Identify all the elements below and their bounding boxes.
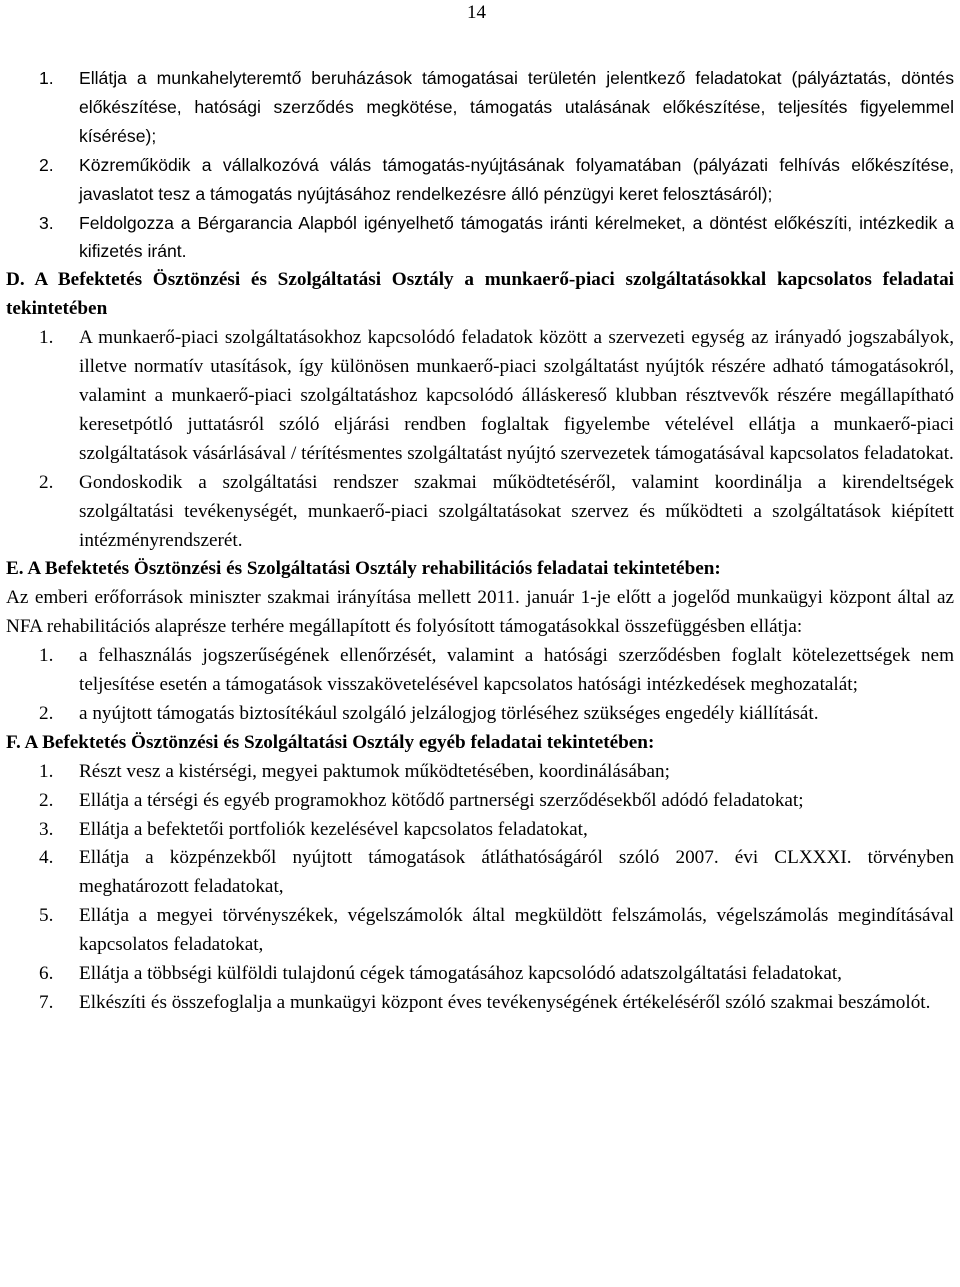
item-text: Gondoskodik a szolgáltatási rendszer szakmai működtetéséről, valamint koordinálja a kirendeltségek szolgáltatási tevékenységét, munkaerő-piaci szolgáltatásokat szervez és működteti a szolgáltatások kiépített intézményrendszerét.: [79, 471, 954, 551]
list-item: [6, 787, 954, 816]
item-number: 2.: [39, 789, 54, 811]
item-text: Ellátja a megyei törvényszékek, végelszámolók által megküldött felszámolás, végelszámolás megindításával kapcsolatos feladatokat,: [79, 905, 954, 956]
item-text: a nyújtott támogatás biztosítékául szolgáló jelzálogjog törléséhez szükséges engedély kiállítását.: [79, 702, 819, 724]
item-number: 6.: [39, 963, 54, 985]
list-item: [6, 960, 954, 989]
item-text: a felhasználás jogszerűségének ellenőrzését, valamint a hatósági szerződésben foglalt kötelezettségek nem teljesítése esetén a támogatások visszakövetelésével kapcsolatos hatósági intézkedések meghozatalát;: [79, 645, 954, 696]
document-body: [6, 64, 954, 1018]
item-text: Közreműködik a vállalkozóvá válás támogatás-nyújtásának folyamatában (pályázati felhívás előkészítése, javaslatot tesz a támogatás nyújtásához rendelkezésre álló pénzügyi keret felosztásáról);: [79, 154, 954, 204]
list-item: [6, 989, 954, 1018]
list-item: [6, 844, 954, 902]
item-number: 5.: [39, 905, 54, 927]
item-text: Feldolgozza a Bérgarancia Alapból igényelhető támogatás iránti kérelmeket, a döntést előkészíti, intézkedik a kifizetés iránt.: [79, 212, 954, 262]
item-text: A munkaerő-piaci szolgáltatásokhoz kapcsolódó feladatok között a szervezeti egység az irányadó jogszabályok, illetve normatív utasítások, így különösen munkaerő-piaci szolgáltatást nyújtók részére adható támogatásokról, valamint a munkaerő-piaci szolgáltatáshoz kapcsolódó álláskereső klubban résztvevők részére megállapítható keresetpótló juttatásról szóló eljárási rendben foglaltak figyelembe vételével ellátja a munkaerő-piaci szolgáltatások vásárlásával / térítésmentes szolgáltatást nyújtó szervezetek támogatásával kapcsolatos feladatokat.: [79, 327, 954, 464]
list-item: [6, 209, 954, 267]
section-d-heading: D. A Befektetés Ösztönzési és Szolgáltatási Osztály a munkaerő-piaci szolgáltatásokkal kapcsolatos feladatai tekintetében: [6, 269, 954, 320]
item-text: Ellátja a munkahelyteremtő beruházások támogatásai területén jelentkező feladatokat (pályáztatás, döntés előkészítése, hatósági szerződés megkötése, támogatás utalásának előkészítése, teljesítés figyelemmel kísérése);: [79, 68, 954, 146]
item-number: 7.: [39, 992, 54, 1013]
list-item: [6, 151, 954, 209]
list-item: [6, 64, 954, 151]
item-text: Ellátja a térségi és egyéb programokhoz kötődő partnerségi szerződésekből adódó feladatokat;: [79, 789, 804, 811]
item-text: Elkészíti és összefoglalja a munkaügyi központ éves tevékenységének értékeléséről szóló szakmai beszámolót.: [79, 992, 931, 1013]
list-item: [6, 758, 954, 787]
item-number: 2.: [39, 702, 54, 724]
section-f: [6, 729, 954, 1018]
item-number: 3.: [39, 212, 54, 233]
section-d: [6, 266, 954, 555]
item-number: 4.: [39, 847, 54, 869]
item-number: 1.: [39, 645, 54, 667]
list-item: [6, 324, 954, 469]
item-number: 3.: [39, 818, 54, 840]
section-f-heading: F. A Befektetés Ösztönzési és Szolgáltatási Osztály egyéb feladatai tekintetében:: [6, 731, 655, 753]
list-item: [6, 700, 954, 729]
section-e-heading: E. A Befektetés Ösztönzési és Szolgáltatási Osztály rehabilitációs feladatai tekintetében:: [6, 558, 721, 580]
item-text: Ellátja a befektetői portfoliók kezelésével kapcsolatos feladatokat,: [79, 818, 588, 840]
list-item: [6, 902, 954, 960]
item-number: 2.: [39, 154, 54, 175]
intro-list: [6, 64, 954, 266]
list-item: [6, 469, 954, 556]
list-item: [6, 642, 954, 700]
page-number: 14: [467, 2, 486, 23]
list-item: [6, 816, 954, 845]
section-e: [6, 555, 954, 728]
item-number: 2.: [39, 471, 54, 493]
item-text: Ellátja a közpénzekből nyújtott támogatások átláthatóságáról szóló 2007. évi CLXXXI. törvényben meghatározott feladatokat,: [79, 847, 954, 898]
item-number: 1.: [39, 760, 54, 782]
section-e-intro: Az emberi erőforrások miniszter szakmai irányítása mellett 2011. január 1-je előtt a jogelőd munkaügyi központ által az NFA rehabilitációs alaprésze terhére megállapított és folyósított támogatásokkal összefüggésben ellátja:: [6, 587, 954, 638]
item-text: Ellátja a többségi külföldi tulajdonú cégek támogatásához kapcsolódó adatszolgáltatási feladatokat,: [79, 963, 842, 985]
item-number: 1.: [39, 327, 54, 349]
item-number: 1.: [39, 68, 54, 88]
item-text: Részt vesz a kistérségi, megyei paktumok működtetésében, koordinálásában;: [79, 760, 670, 782]
